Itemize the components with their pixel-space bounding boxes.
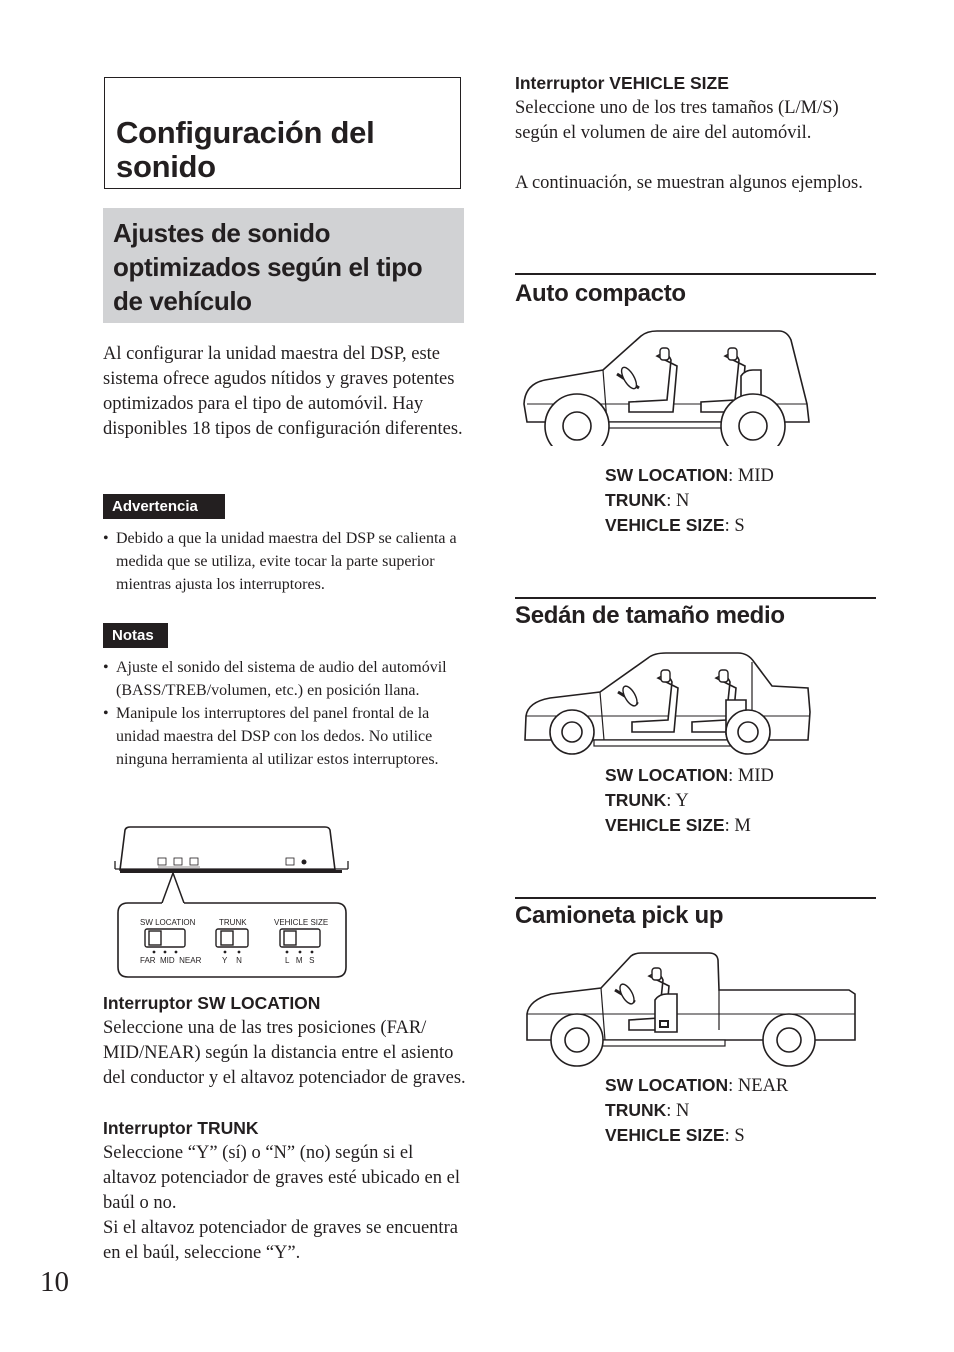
spec-vehicle-size: VEHICLE SIZE: S [605,1125,745,1146]
warning-label: Advertencia [103,494,225,519]
vehicle-size-heading: Interruptor VEHICLE SIZE [515,73,729,93]
page-title: Configuración del sonido [116,115,375,184]
sw-location-text: Seleccione una de las tres posiciones (FAR/ MID/NEAR) según la distancia entre el asiento del conductor y el altavoz potenciador de graves. [103,1018,466,1088]
subtitle-box [103,208,464,323]
list-item: • Manipule los interruptores del panel frontal de la unidad maestra del DSP con los dedos. No utilice ninguna herramienta al utilizar estos interruptores. [103,705,439,768]
panel-sw-location-label: SW LOCATION [140,918,196,927]
vehicle-size-text-2: A continuación, se muestran algunos ejemplos. [515,173,863,193]
warning-list [103,527,465,596]
section-subtitle: Ajustes de sonido optimizados según el tipo de vehículo [113,218,423,316]
example-title-pickup: Camioneta pick up [515,902,724,929]
sedan-illustration [520,650,815,755]
panel-sw-positions: FAR MID NEAR [140,956,202,965]
vehicle-size-text: Seleccione uno de los tres tamaños (L/M/S) según el volumen de aire del automóvil. [515,98,839,143]
trunk-text: Seleccione “Y” (sí) o “N” (no) según si el altavoz potenciador de graves esté ubicado en el baúl o no. [103,1143,460,1213]
section-divider [515,273,876,275]
notes-list [103,656,465,771]
panel-size-positions: L M S [285,956,315,965]
example-title-compact: Auto compacto [515,280,686,307]
list-item: • Debido a que la unidad maestra del DSP se calienta a medida que se utiliza, evite tocar la parte superior mientras ajusta los interruptores. [103,530,457,593]
panel-vehicle-size-label: VEHICLE SIZE [274,918,329,927]
list-item: • Ajuste el sonido del sistema de audio del automóvil (BASS/TREB/volumen, etc.) en posición llana. [103,659,447,699]
page-number: 10 [40,1266,69,1298]
sw-location-heading: Interruptor SW LOCATION [103,993,321,1013]
spec-sw-location: SW LOCATION: NEAR [605,1075,789,1096]
spec-vehicle-size: VEHICLE SIZE: M [605,815,751,836]
title-box [104,77,461,189]
panel-trunk-positions: Y N [222,956,242,965]
spec-trunk: TRUNK: Y [605,790,689,811]
pickup-illustration [521,950,861,1070]
compact-car-illustration [517,326,813,446]
spec-sw-location: SW LOCATION: MID [605,465,774,486]
section-divider [515,897,876,899]
panel-trunk-label: TRUNK [219,918,247,927]
spec-vehicle-size: VEHICLE SIZE: S [605,515,745,536]
dsp-unit-illustration [110,825,355,983]
section-divider [515,597,876,599]
trunk-text-2: Si el altavoz potenciador de graves se encuentra en el baúl, seleccione “Y”. [103,1218,458,1263]
spec-sw-location: SW LOCATION: MID [605,765,774,786]
example-title-sedan: Sedán de tamaño medio [515,602,785,629]
spec-trunk: TRUNK: N [605,490,690,511]
trunk-heading: Interruptor TRUNK [103,1118,259,1138]
intro-paragraph: Al configurar la unidad maestra del DSP, este sistema ofrece agudos nítidos y graves potentes optimizados para el tipo de automóvil. Hay disponibles 18 tipos de configuración diferentes. [103,344,463,439]
spec-trunk: TRUNK: N [605,1100,690,1121]
notes-label: Notas [103,623,168,648]
